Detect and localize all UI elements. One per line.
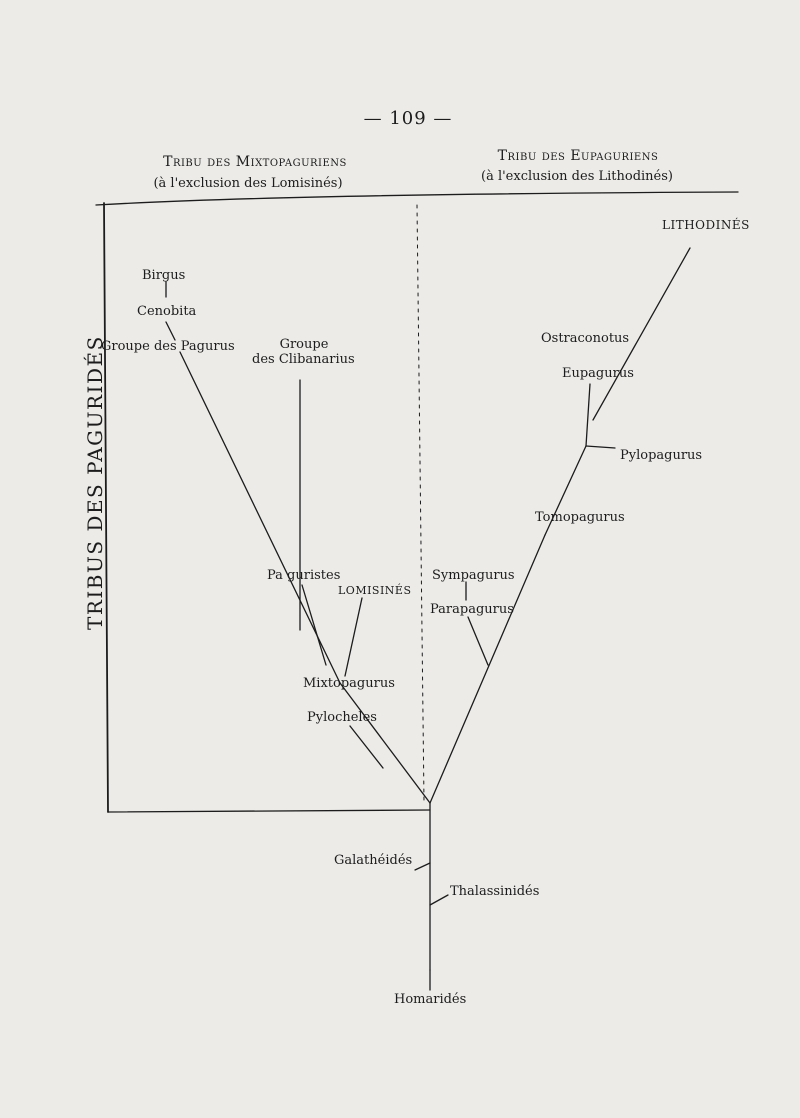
node-clibanarius: des Clibanarius [252, 352, 355, 367]
node-thalassinides: Thalassinidés [450, 884, 540, 899]
branch-galatheides [415, 863, 430, 870]
node-pylocheles: Pylocheles [307, 710, 377, 725]
node-lomisines: LOMISINÉS [338, 584, 412, 597]
left-tribe-title: Tribu des Mixtopaguriens [163, 154, 347, 170]
node-cenobita: Cenobita [137, 304, 197, 319]
branch-lomisines [345, 598, 362, 676]
frame-divider-line [417, 205, 424, 802]
branch-paguristes [302, 585, 326, 665]
node-pylopagurus: Pylopagurus [620, 448, 703, 463]
left-tribe-subtitle: (à l'exclusion des Lomisinés) [153, 176, 343, 191]
right-tribe-title: Tribu des Eupaguriens [497, 148, 659, 164]
node-parapagurus: Parapagurus [430, 602, 514, 617]
side-title: TRIBUS DES PAGURIDÉS [83, 335, 107, 630]
frame-top-line [96, 192, 738, 205]
node-homarides: Homaridés [394, 992, 467, 1007]
node-eupagurus: Eupagurus [562, 366, 634, 381]
branch-thalassinides [430, 895, 448, 905]
node-ostraconotus: Ostraconotus [541, 331, 630, 346]
branch-pylocheles [350, 726, 383, 768]
node-groupe-pagurus: Groupe des Pagurus [101, 339, 235, 354]
node-galatheides: Galathéidés [334, 853, 413, 868]
right-tribe-subtitle: (à l'exclusion des Lithodinés) [480, 169, 674, 184]
branch-parapagurus [468, 617, 488, 665]
node-lithodines: LITHODINÉS [662, 218, 750, 232]
frame-bottom-line [108, 810, 430, 812]
node-paguristes: Pa guristes [267, 568, 341, 583]
branch-left-main [340, 683, 430, 803]
node-sympagurus: Sympagurus [432, 568, 515, 583]
node-birgus: Birgus [142, 268, 186, 283]
node-mixtopagurus: Mixtopagurus [303, 676, 395, 691]
branch-pylopagurus [586, 446, 615, 448]
branch-eupagurus [586, 384, 590, 446]
node-tomopagurus: Tomopagurus [535, 510, 625, 525]
branch-cenobita-pagurus [166, 322, 175, 340]
page-number: — 109 — [363, 108, 453, 129]
node-groupe-label: Groupe [279, 337, 329, 352]
